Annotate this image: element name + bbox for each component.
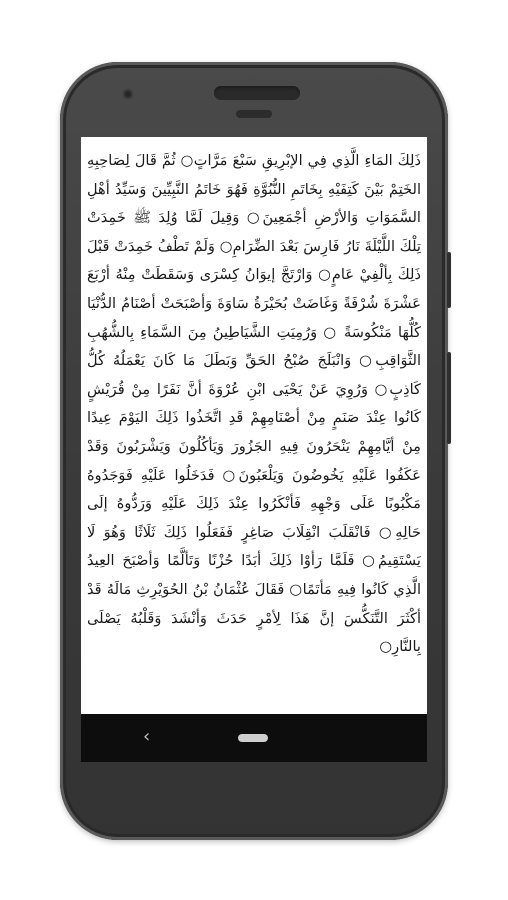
phone-frame <box>60 62 448 840</box>
power-button <box>447 252 451 308</box>
front-camera-icon <box>123 89 133 99</box>
back-icon[interactable]: ‹ <box>143 726 151 747</box>
earpiece-speaker <box>214 86 300 100</box>
navigation-bar <box>81 714 427 762</box>
screen <box>81 137 427 762</box>
proximity-sensor <box>236 110 272 118</box>
volume-button <box>447 352 451 444</box>
book-page-text: ذَلِكَ المَاءِ الَّذِي فِي الإبْرِيقِ سَبْعَ مَرَّاتٍ○ ثُمَّ قَالَ لِصَاحِبِهِ الخَتِمْ بَيْنَ كَتِفَيْهِ بِخَاتَمِ النُّبُوَّةِ فَهُوَ خَاتَمُ النَّبِيِّينَ وَسَيِّدُ أهْلِ السَّمَوَاتِ وَالأرْضِ أجْمَعِينَ○ وَقِيلَ لَمَّا وُلِدَ ﷺ خَمِدَتْ تِلْكَ اللَّيْلَةَ نَارُ فَارِسَ بَعْدَ الضِّرَامِ○ وَلَمْ تَطْفُ خَمِدَتْ قَبْلَ ذَلِكَ بِألْفِيْ عَامٍ○ وَارْتَجَّ إيوَانُ كِسْرَى وَسَقَطَتْ مِنْهُ أرْبَعَ عَشْرَةَ شُرْفَةً وَغَاضَتْ بُحَيْرَةُ سَاوَةَ وَأصْبَحَتْ أصْنَامُ الدُّنْيَا كُلُّهَا مَنْكُوسَةً ○ وَرُمِيَتِ الشَّيَاطِينُ مِنَ السَّمَاءِ بِالشُّهُبِ الثَّوَاقِبِ○ وَانْبَلَجَ صُبْحُ الحَقِّ وَبَطَلَ مَا كَانَ يَعْمَلُهُ كُلُّ كَاذِبٍ○ وَرُوِيَ عَنْ يَحْيَى ابْنِ عُرْوَةَ أنَّ نَفَرًا مِنْ قُرَيْشٍ كَانُوا عِنْدَ صَنَمٍ مِنْ أصْنَامِهِمْ قَدِ اتَّخَذُوا ذَلِكَ اليَوْمَ عِيدًا مِنْ أيَّامِهِمْ يَنْحَرُونَ فِيهِ الجَزُورَ وَيَأكُلُونَ وَيَشْرَبُونَ وَقَدْ عَكَفُوا عَلَيْهِ يَخُوضُونَ وَيَلْعَبُونَ○ فَدَخَلُوا عَلَيْهِ فَوَجَدُوهُ مَكْبُوبًا عَلَى وَجْهِهِ فَأنْكَرُوا عِنْدَ ذَلِكَ عَلَيْهِ وَرَدُّوهُ إلَى حَالِهِ○ فَانْقَلَبَ انْقِلَابَ صَاغِرٍ فَفَعَلُوا ذَلِكَ ثَلَاثًا وَهُوَ لَا يَسْتَقِيمُ○ فَلَمَّا رَأوْا ذَلِكَ أبَدًا حُزْنًا وَتَألَّمًا وَأصْبَحَ العِيدُ الَّذِي كَانُوا فِيهِ مَأتَمًا○ فَقَالَ عُثْمَانُ بْنُ الحُوَيْرِثِ مَالَهُ قَدْ أكْثَرَ التَّنَكُّسَ إنَّ هَذَا لِأمْرٍ حَدَثَ وَأنْشَدَ وَقَلْبُهُ يَصْلَى بِالنَّارِ○ <box>87 152 421 656</box>
home-icon[interactable] <box>238 734 268 742</box>
